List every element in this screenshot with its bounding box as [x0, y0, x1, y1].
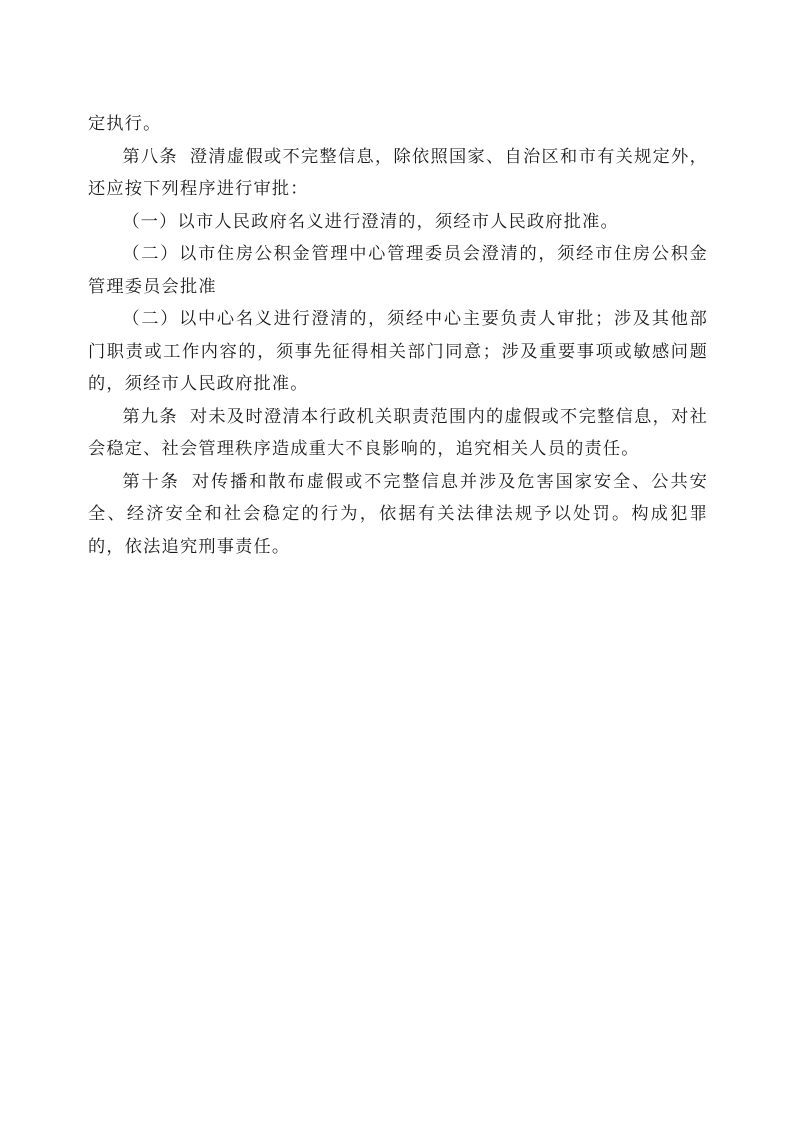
article-10-heading: 第十条 [122, 471, 180, 492]
article-9-paragraph [88, 401, 708, 466]
document-body [88, 108, 708, 563]
article-9-text: 对未及时澄清本行政机关职责范围内的虚假或不完整信息，对社会稳定、社会管理秩序造成重大不良影响的，追究相关人员的责任。 [88, 406, 708, 459]
article-8-item-3: （二）以中心名义进行澄清的，须经中心主要负责人审批；涉及其他部门职责或工作内容的，须事先征得相关部门同意；涉及重要事项或敏感问题的，须经市人民政府批准。 [88, 309, 708, 394]
article-8-item-2: （二）以市住房公积金管理中心管理委员会澄清的，须经市住房公积金管理委员会批准 [88, 244, 708, 297]
article-8-heading: 第八条 [122, 146, 178, 167]
article-8-item-1: （一）以市人民政府名义进行澄清的，须经市人民政府批准。 [122, 211, 619, 232]
article-10-text: 对传播和散布虚假或不完整信息并涉及危害国家安全、公共安全、经济安全和社会稳定的行为，依据有关法律法规予以处罚。构成犯罪的，依法追究刑事责任。 [88, 471, 708, 557]
article-8-paragraph [88, 141, 708, 206]
article-9-heading: 第九条 [122, 406, 178, 427]
article-8-text: 澄清虚假或不完整信息，除依照国家、自治区和市有关规定外，还应按下列程序进行审批： [88, 146, 708, 199]
continuation-paragraph: 定执行。 [88, 114, 162, 134]
article-10-paragraph [88, 466, 708, 564]
